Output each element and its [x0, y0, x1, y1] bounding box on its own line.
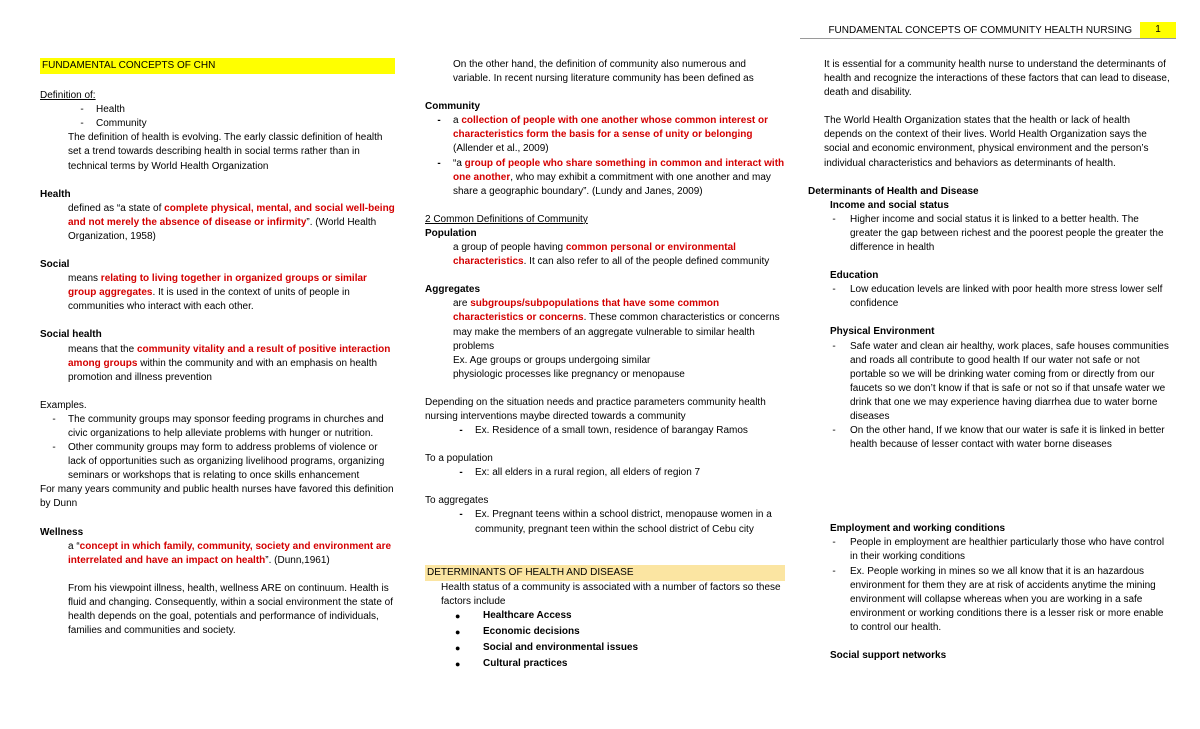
list-item: - Ex. People working in mines so we all know that it is an hazardous environment for them they are at risk of accidents anytime the mining environment will collapse whereas when you are working in a safe environment or working conditions there is a lesser risk or more enable to control our health.: [832, 565, 1164, 633]
determinants-title: DETERMINANTS OF HEALTH AND DISEASE: [425, 565, 785, 581]
to-population-label: To a population: [425, 453, 493, 465]
aggregates-definition: are subgroups/subpopulations that have some common characteristics or concerns. These common characteristics or concerns may make the members of an aggregate vulnerable to similar health problems: [453, 298, 780, 352]
header-rule: [800, 38, 1176, 39]
health-heading: Health: [40, 188, 71, 200]
viewpoint-paragraph: From his viewpoint illness, health, wellness ARE on continuum. Health is fluid and changing. Consequently, within a social environment the state of health depends on the goal, potentials and performance of individuals, families and communities and society.: [68, 582, 394, 637]
population-heading: Population: [425, 227, 477, 239]
examples-label: Examples.: [40, 399, 87, 411]
physical-heading: Physical Environment: [830, 326, 935, 338]
who-paragraph: The World Health Organization states that the health or lack of health depends on the context of their lives. World Health Organization says the social and economic environment, physical environment and the person’s individual characteristics and behaviors as determinants of health.: [824, 115, 1149, 169]
community-heading: Community: [425, 101, 480, 113]
column-2: [425, 58, 785, 671]
list-item: - Safe water and clean air healthy, work places, safe houses communities and roads all contribute to good health If our water not safe or not portable so we will be drinking water coming from or directly from our faucets so we don’t know if that is safe or not so if that unsafe water we drink that one we may experience having diarrhea due to water borne diseases: [832, 340, 1169, 422]
two-definitions-heading: 2 Common Definitions of Community: [425, 213, 588, 225]
list-item: - Low education levels are linked with poor health more stress lower self confidence: [832, 284, 1163, 310]
list-item: ● Cultural practices: [455, 658, 568, 670]
social-definition: means relating to living together in organized groups or similar group aggregates. It is used in the context of units of people in communities who interact with each other.: [68, 273, 367, 313]
column-1: [40, 58, 395, 638]
list-item: ● Social and environmental issues: [455, 642, 639, 654]
social-heading: Social: [40, 259, 70, 271]
dunn-note: For many years community and public health nurses have favored this definition by Dunn: [40, 484, 394, 510]
determinants-intro: Health status of a community is associated with a number of factors so these factors include: [441, 581, 781, 607]
list-item: - “a group of people who share something in common and interact with one another, who may exhibit a commitment with one another and may share a geographic boundary”. (Lundy and Janes, 2009): [437, 157, 785, 197]
income-heading: Income and social status: [830, 199, 949, 211]
list-item: ● Economic decisions: [455, 626, 580, 637]
social-health-heading: Social health: [40, 329, 102, 341]
column-3: [808, 58, 1170, 663]
determinants-heading: Determinants of Health and Disease: [808, 185, 979, 197]
employment-heading: Employment and working conditions: [830, 523, 1006, 535]
list-item: - The community groups may sponsor feeding programs in churches and civic organizations to help alleviate problems with hunger or nutrition.: [52, 413, 384, 439]
list-item: ● Healthcare Access: [455, 609, 572, 621]
essential-paragraph: It is essential for a community health nurse to understand the determinants of health and recognize the interactions of these factors that can lead to disease, death and disability.: [824, 59, 1170, 99]
page-number: 1: [1140, 22, 1176, 38]
health-definition: defined as “a state of complete physical, mental, and social well-being and not merely the absence of disease or infirmity”. (World Health Organization, 1958): [68, 202, 395, 242]
aggregates-heading: Aggregates: [425, 284, 481, 296]
list-item: - On the other hand, If we know that our water is safe it is linked in better health because of lesser contact with water borne diseases: [832, 425, 1165, 451]
intro-paragraph: The definition of health is evolving. The early classic definition of health set a trend towards describing health in social terms rather than in technical terms by World Health Organization: [68, 132, 383, 172]
depending-paragraph: Depending on the situation needs and practice parameters community health nursing interventions maybe directed towards a community: [425, 396, 766, 422]
wellness-heading: Wellness: [40, 526, 84, 538]
list-item: - a collection of people with one another whose common interest or characteristics form the basis for a sense of unity or belonging (Allender et al., 2009): [437, 115, 769, 155]
population-definition: a group of people having common personal or environmental characteristics. It can also refer to all of the people defined community: [453, 242, 770, 268]
to-aggregates-label: To aggregates: [425, 495, 489, 507]
header-title: FUNDAMENTAL CONCEPTS OF COMMUNITY HEALTH NURSING: [828, 24, 1132, 36]
list-item: - Community: [80, 118, 147, 130]
education-heading: Education: [830, 270, 879, 282]
list-item: - Other community groups may form to address problems of violence or lack of opportunities such as organizing livelihood programs, organizing seminars or workshops that is relating to once skills enhancement: [52, 442, 385, 482]
aggregates-example-2: physiologic processes like pregnancy or menopause: [453, 368, 685, 380]
aggregates-example: Ex. Age groups or groups undergoing similar: [453, 354, 651, 366]
doc-title: FUNDAMENTAL CONCEPTS OF CHN: [40, 58, 395, 74]
social-health-definition: means that the community vitality and a result of positive interaction among groups within the community and with an emphasis on health promotion and illness prevention: [68, 343, 391, 383]
list-item: - Higher income and social status it is linked to a better health. The greater the gap between richest and the poorest people the greater the difference in health: [832, 213, 1164, 254]
page-header: [828, 22, 1176, 38]
wellness-definition: a “concept in which family, community, society and environment are interrelated and have an impact on health”. (Dunn,1961): [68, 540, 392, 566]
community-intro: On the other hand, the definition of community also numerous and variable. In recent nursing literature community has been defined as: [453, 59, 754, 85]
social-support-heading: Social support networks: [830, 650, 947, 661]
list-item: - Ex. Residence of a small town, residence of barangay Ramos: [459, 425, 748, 437]
list-item: - People in employment are healthier particularly those who have control in their working conditions: [832, 537, 1165, 563]
definition-label: Definition of:: [40, 90, 96, 102]
list-item: - Ex: all elders in a rural region, all elders of region 7: [459, 467, 701, 479]
list-item: - Ex. Pregnant teens within a school district, menopause women in a community, pregnant teen within the school district of Cebu city: [459, 509, 772, 535]
list-item: - Health: [80, 104, 125, 116]
